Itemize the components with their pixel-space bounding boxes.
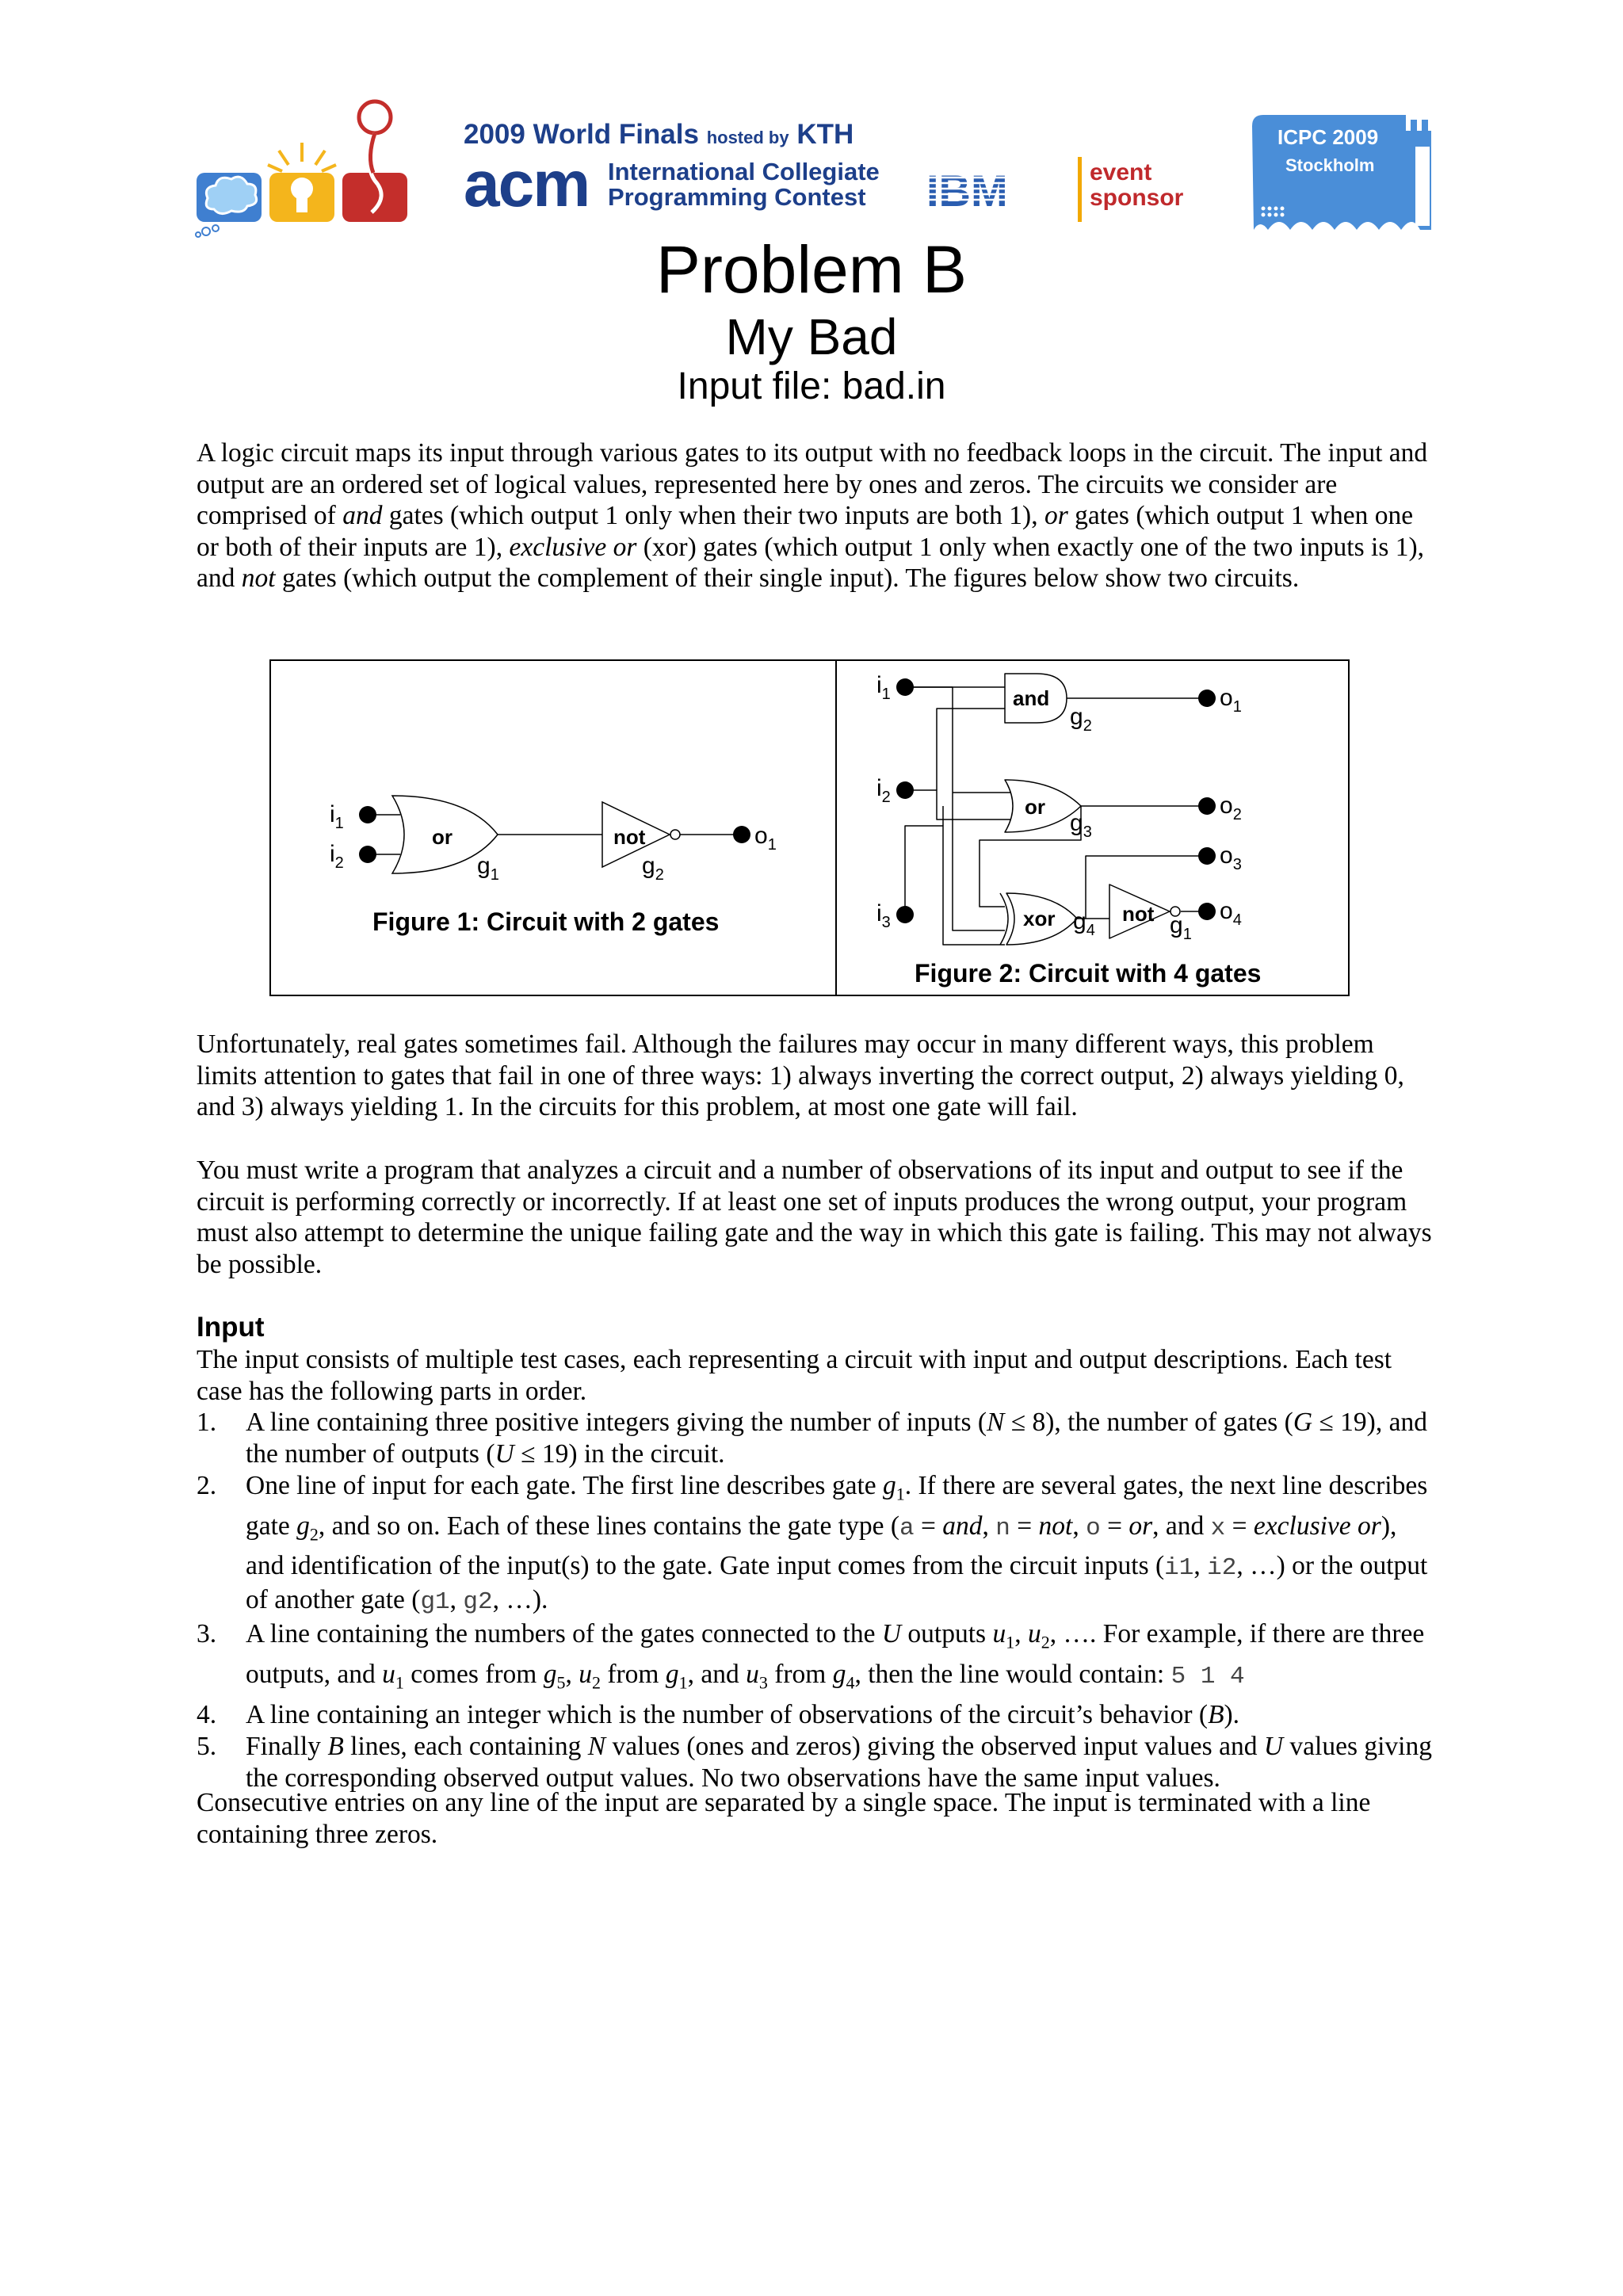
svg-text:IBM: IBM: [926, 166, 1008, 214]
fig2-g2-label: $g_2$: [1070, 704, 1092, 735]
list-item: 4. A line containing an integer which is the number of observations of the circuit’s behavior (B).: [197, 1699, 1240, 1729]
fig2-g4-label: $g_4$: [1073, 908, 1095, 939]
figures-panel: [269, 659, 1350, 996]
fig1-input-i2: $i_2$: [330, 841, 344, 872]
sponsor-divider: [1078, 157, 1082, 222]
fig2-output-o1: $o_1$: [1220, 685, 1242, 716]
list-item: 1. A line containing three positive integers giving the number of inputs (N ≤ 8), the number of gates (G ≤ 19), and the number of outputs (U ≤ 19) in the circuit.: [197, 1408, 1427, 1469]
input-intro: The input consists of multiple test cases, each representing a circuit with input and output descriptions. Each test case has the following parts in order.: [197, 1345, 1392, 1406]
fig2-input-i2: $i_2$: [876, 775, 891, 806]
intro-paragraph: A logic circuit maps its input through various gates to its output with no feedback loops in the circuit. The input and output are an ordered set of logical values, represented here by ones and zeros. The circuits we consider are comprised of and gates (which output 1 only when their two inputs are both 1), or gates (which output 1 when one or both of their inputs are 1), exclusive or (xor) gates (which output 1 only when exactly one of the two inputs is 1), and not gates (which output the complement of their single input). The figures below show two circuits.: [197, 438, 1428, 593]
fig2-output-o4: $o_4$: [1220, 898, 1242, 929]
input-heading: Input: [197, 1312, 265, 1343]
world-finals-line: 2009 World Finals hosted by KTH: [464, 119, 854, 150]
fig1-not-label: not: [613, 825, 646, 849]
fig2-not-label: not: [1122, 902, 1155, 926]
fig2-and-label: and: [1013, 686, 1050, 710]
task-paragraph: You must write a program that analyzes a circuit and a number of observations of its input and output to see if the circuit is performing correctly or incorrectly. If at least one set of inputs produces the wrong output, your program must also attempt to determine the unique failing gate and the way in which this gate is failing. This may not always be possible.: [197, 1156, 1432, 1279]
list-item: 2. One line of input for each gate. The first line describes gate $g_1$. If there are several gates, the next line describes gate $g_2$, and so on. Each of these lines contains the gate type (a = and, n = not, o = or, and x = exclusive or), and identification of the input(s) to the gate. Gate input comes from the circuit inputs (i1, i2, …) or the output of another gate (g1, g2, …).: [197, 1471, 1428, 1617]
figure-2-circuit: [876, 672, 1261, 988]
fig2-g1-label: $g_1$: [1170, 912, 1192, 943]
contest-name-line1: International Collegiate: [608, 158, 880, 185]
problem-title: Problem B: [655, 232, 968, 307]
event-sponsor-label: event sponsor: [1090, 159, 1184, 211]
fig2-xor-label: xor: [1023, 907, 1056, 930]
list-item: 3. A line containing the numbers of the gates connected to the U outputs $u_1$, $u_2$, …. For example, if there are three outputs, and $u_1$ comes from $g_5$, $u_2$ from $g_1$, and $u_3$ from $g_4$, then the line would contain: 5 1 4: [197, 1619, 1425, 1693]
failures-paragraph: Unfortunately, real gates sometimes fail. Although the failures may occur in many different ways, this problem limits attention to gates that fail in one of three ways: 1) always inverting the correct output, 2) always yielding 0, and 3) always yielding 1. In the circuits for this problem, at most one gate will fail.: [197, 1030, 1404, 1121]
fig2-input-i1: $i_1$: [876, 672, 891, 703]
contest-name-line2: Programming Contest: [608, 183, 866, 211]
fig1-g2-label: $g_2$: [642, 853, 664, 884]
figure-1-circuit: [330, 796, 777, 936]
acm-logo: [464, 119, 907, 222]
fig1-input-i1: $i_1$: [330, 801, 344, 832]
figure-1-caption: Figure 1: Circuit with 2 gates: [372, 907, 720, 936]
ibm-logo: [923, 166, 1034, 214]
problem-name: My Bad: [725, 308, 898, 365]
fig2-output-o3: $o_3$: [1220, 842, 1242, 873]
figure-2-caption: Figure 2: Circuit with 4 gates: [915, 959, 1262, 988]
contest-logo-icons: [190, 95, 420, 246]
input-format-list: [197, 1407, 1433, 1794]
fig2-g3-label: $g_3$: [1070, 810, 1092, 841]
icpc-city: Stockholm: [1285, 155, 1375, 175]
fig2-input-i3: $i_3$: [876, 900, 891, 931]
fig1-output-o1: $o_1$: [754, 823, 777, 854]
fig2-output-o2: $o_2$: [1220, 793, 1242, 823]
fig1-or-label: or: [432, 825, 453, 849]
acm-wordmark: acm: [464, 148, 590, 220]
header-banner: [190, 87, 1442, 246]
list-item: 5. Finally B lines, each containing N values (ones and zeros) giving the observed input values and U values giving the corresponding observed output values. No two observations have the same input values.: [197, 1731, 1432, 1793]
closing-paragraph: Consecutive entries on any line of the input are separated by a single space. The input is terminated with a line containing three zeros.: [197, 1788, 1371, 1849]
fig2-or-label: or: [1025, 795, 1045, 819]
fig1-g1-label: $g_1$: [477, 853, 499, 884]
input-file-label: Input file: bad.in: [677, 365, 946, 407]
icpc-year: ICPC 2009: [1277, 125, 1379, 149]
